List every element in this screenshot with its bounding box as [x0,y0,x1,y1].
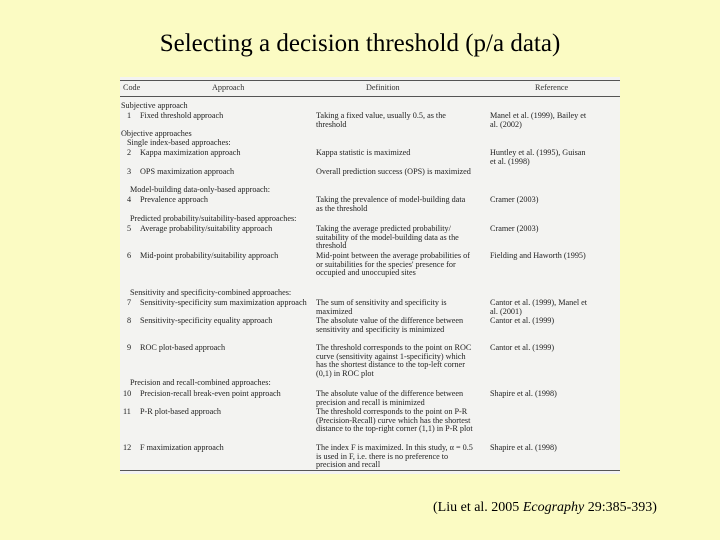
row-reference: Fielding and Haworth (1995) [490,251,586,260]
row-approach: OPS maximization approach [140,167,235,176]
row-reference: Cantor et al. (1999) [490,316,555,325]
citation [433,500,657,516]
table-bottom-rule [120,470,620,471]
row-code: 6 [127,251,132,260]
section-heading: Precision and recall-combined approaches: [130,378,271,387]
slide-title: Selecting a decision threshold (p/a data) [159,30,561,57]
row-definition: The sum of sensitivity and specificity is maximized [316,298,447,316]
row-approach: Mid-point probability/suitability approach [140,251,279,260]
row-approach: Average probability/suitability approach [140,224,273,233]
row-definition: The threshold corresponds to the point on P-R (Precision-Recall) curve which has the shortest distance to the top-right corner (1,1) in P-R plot [316,407,473,433]
row-reference: Cantor et al. (1999) [490,343,555,352]
row-reference: Cantor et al. (1999), Manel et al. (2001) [490,298,588,316]
header-reference: Reference [535,83,569,92]
citation-prefix: (Liu et al. 2005 [433,500,523,515]
row-approach: Sensitivity-specificity equality approach [140,316,273,325]
citation-journal: Ecography [522,500,585,515]
row-code: 11 [123,407,131,416]
section-heading: Objective approaches [121,129,192,138]
row-code: 2 [127,148,132,157]
section-heading: Sensitivity and specificity-combined approaches: [130,288,292,297]
row-reference: Shapire et al. (1998) [490,389,557,398]
row-code: 7 [127,298,132,307]
row-definition: The index F is maximized. In this study, α = 0.5 is used in F, i.e. there is no preference to precision and recall [316,443,473,469]
row-code: 12 [123,443,132,452]
row-approach: Kappa maximization approach [140,148,241,157]
row-definition: The absolute value of the difference between sensitivity and specificity is minimized [316,316,464,334]
row-definition: The absolute value of the difference between precision and recall is minimized [316,389,464,407]
row-approach: F maximization approach [140,443,224,452]
row-reference: Shapire et al. (1998) [490,443,557,452]
row-definition: Overall prediction success (OPS) is maximized [316,167,471,176]
row-definition: Kappa statistic is maximized [316,148,411,157]
row-code: 1 [127,111,132,120]
section-heading: Predicted probability/suitability-based approaches: [130,214,297,223]
row-code: 4 [127,195,132,204]
citation-suffix: 29:385-393) [584,500,657,515]
section-heading: Subjective approach [121,101,188,110]
row-reference: Cramer (2003) [490,224,539,233]
row-reference: Cramer (2003) [490,195,539,204]
row-code: 8 [127,316,132,325]
table-header-rule [120,96,620,97]
section-heading: Single index-based approaches: [127,138,231,147]
header-definition: Definition [366,83,400,92]
row-approach: P-R plot-based approach [140,407,221,416]
row-approach: ROC plot-based approach [140,343,226,352]
row-code: 3 [127,167,132,176]
row-code: 9 [127,343,132,352]
row-approach: Prevalence approach [140,195,208,204]
row-definition: The threshold corresponds to the point on ROC curve (sensitivity against 1-specificity) which has the shortest distance to the top-left corner (0,1) in ROC plot [316,343,472,378]
table-top-rule [120,80,620,81]
row-definition: Taking the average predicted probability/ suitability of the model-building data as the threshold [316,224,459,250]
row-approach: Precision-recall break-even point approach [140,389,281,398]
row-code: 10 [123,389,132,398]
row-code: 5 [127,224,132,233]
row-definition: Taking a fixed value, usually 0.5, as the threshold [316,111,446,129]
row-approach: Fixed threshold approach [140,111,224,120]
threshold-approaches-table [120,77,620,474]
row-reference: Manel et al. (1999), Bailey et al. (2002) [490,111,587,129]
row-reference: Huntley et al. (1995), Guisan et al. (1998) [490,148,586,166]
row-definition: Taking the prevalence of model-building data as the threshold [316,195,466,213]
section-heading: Model-building data-only-based approach: [130,185,271,194]
header-approach: Approach [212,83,245,92]
row-approach: Sensitivity-specificity sum maximization approach [140,298,307,307]
row-definition: Mid-point between the average probabilities of or suitabilities for the species' presence for occupied and unoccupied sites [316,251,470,277]
header-code: Code [123,83,141,92]
